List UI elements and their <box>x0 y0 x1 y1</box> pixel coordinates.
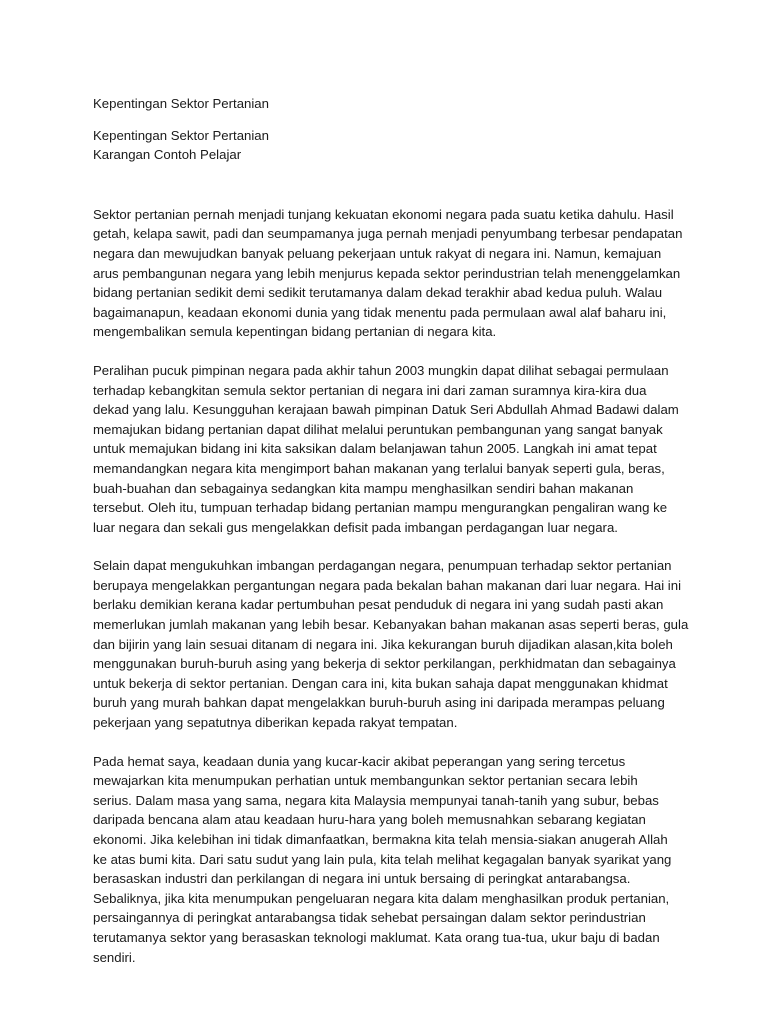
document-title: Kepentingan Sektor Pertanian <box>93 96 269 111</box>
heading-block <box>93 126 708 165</box>
paragraph-line: mewajarkan kita menumpukan perhatian untuk membangunkan sektor pertanian secara lebih <box>93 773 638 789</box>
paragraph-line: terutamanya sektor yang berasaskan teknologi maklumat. Kata orang tua-tua, ukur baju di badan <box>93 929 660 945</box>
paragraph-1 <box>93 205 708 342</box>
paragraph-line: persaingannya di peringkat antarabangsa tidak sehebat persaingan dalam sektor perindustrian <box>93 910 646 926</box>
paragraph-line: arus pembangunan negara yang lebih menjurus kepada sektor perindustrian telah menenggelamkan <box>93 265 681 281</box>
paragraph-line: Sebaliknya, jika kita menumpukan pengeluaran negara kita dalam menghasilkan produk pertanian, <box>93 890 670 906</box>
document-body <box>93 205 708 967</box>
paragraph-3 <box>93 556 708 732</box>
paragraph-line: terhadap kebangkitan semula sektor pertanian di negara ini dari zaman suramnya kira-kira dua <box>93 382 647 398</box>
paragraph-2 <box>93 361 708 537</box>
paragraph-line: dan bijirin yang lain sesuai ditanam di negara ini. Jika kekurangan buruh dijadikan alasan,kita boleh <box>93 636 673 652</box>
paragraph-line: pekerjaan yang sepatutnya diberikan kepada rakyat tempatan. <box>93 715 458 731</box>
paragraph-line: dekad yang lalu. Kesungguhan kerajaan bawah pimpinan Datuk Seri Abdullah Ahmad Badawi dalam <box>93 402 679 418</box>
paragraph-line: mengembalikan semula kepentingan bidang pertanian di negara kita. <box>93 324 497 340</box>
paragraph-line: bidang pertanian sedikit demi sedikit terutamanya dalam dekad terakhir abad kedua puluh. Walau <box>93 285 663 301</box>
paragraph-line: memandangkan negara kita mengimport bahan makanan yang terlalui banyak seperti gula, beras, <box>93 460 665 476</box>
document-subheading: Karangan Contoh Pelajar <box>93 147 242 163</box>
paragraph-line: daripada bencana alam atau keadaan huru-hara yang boleh memusnahkan sebarang kegiatan <box>93 812 646 828</box>
paragraph-line: untuk memajukan bidang ini kita saksikan dalam belanjawan tahun 2005. Langkah ini amat tepat <box>93 441 657 457</box>
paragraph-line: bagaimanapun, keadaan ekonomi dunia yang tidak menentu pada permulaan awal alaf baharu ini, <box>93 304 667 320</box>
paragraph-line: tersebut. Oleh itu, tumpuan terhadap bidang pertanian mampu mengurangkan pengaliran wang ke <box>93 500 668 516</box>
paragraph-line: serius. Dalam masa yang sama, negara kita Malaysia mempunyai tanah-tanih yang subur, bebas <box>93 792 659 808</box>
paragraph-line: ke atas bumi kita. Dari satu sudut yang lain pula, kita telah melihat kegagalan banyak syarikat yang <box>93 851 672 867</box>
paragraph-line: Sektor pertanian pernah menjadi tunjang kekuatan ekonomi negara pada suatu ketika dahulu. Hasil <box>93 206 674 222</box>
paragraph-line: negara dan mewujudkan banyak peluang pekerjaan untuk rakyat di negara ini. Namun, kemajuan <box>93 245 662 261</box>
paragraph-line: Pada hemat saya, keadaan dunia yang kucar-kacir akibat peperangan yang sering tercetus <box>93 753 626 769</box>
paragraph-line: berasaskan industri dan perkilangan di negara ini untuk bersaing di peringkat antarabangsa. <box>93 871 631 887</box>
paragraph-line: memajukan bidang pertanian dapat dilihat melalui peruntukan pembangunan yang sangat banyak <box>93 421 663 437</box>
paragraph-line: Selain dapat mengukuhkan imbangan perdagangan negara, penumpuan terhadap sektor pertanian <box>93 558 672 574</box>
document-heading: Kepentingan Sektor Pertanian <box>93 127 269 143</box>
paragraph-line: Peralihan pucuk pimpinan negara pada akhir tahun 2003 mungkin dapat dilihat sebagai permulaan <box>93 362 669 378</box>
paragraph-line: untuk bekerja di sektor pertanian. Dengan cara ini, kita bukan sahaja dapat menggunakan khidmat <box>93 675 668 691</box>
paragraph-line: menggunakan buruh-buruh asing yang bekerja di sektor perkilangan, perkhidmatan dan sebagainya <box>93 656 676 672</box>
paragraph-line: getah, kelapa sawit, padi dan seumpamanya juga pernah menjadi penyumbang terbesar pendapatan <box>93 226 683 242</box>
paragraph-line: berlaku demikian kerana kadar pertumbuhan pesat penduduk di negara ini yang sudah pasti akan <box>93 597 664 613</box>
paragraph-line: berupaya mengelakkan pergantungan negara pada bekalan bahan makanan dari luar negara. Hai ini <box>93 577 682 593</box>
paragraph-line: sendiri. <box>93 949 136 965</box>
paragraph-line: ekonomi. Jika kelebihan ini tidak dimanfaatkan, bermakna kita telah mensia-siakan anugerah Allah <box>93 832 668 847</box>
paragraph-line: luar negara dan sekali gus mengelakkan defisit pada imbangan perdagangan luar negara. <box>93 519 618 535</box>
paragraph-4 <box>93 752 708 968</box>
paragraph-line: memerlukan jumlah makanan yang lebih besar. Kebanyakan bahan makanan asas seperti beras, gula <box>93 617 689 633</box>
paragraph-line: buah-buahan dan sebagainya sedangkan kita mampu menghasilkan sendiri bahan makanan <box>93 480 634 496</box>
paragraph-line: buruh yang murah bahkan dapat mengelakkan buruh-buruh asing ini daripada merampas peluang <box>93 695 665 711</box>
